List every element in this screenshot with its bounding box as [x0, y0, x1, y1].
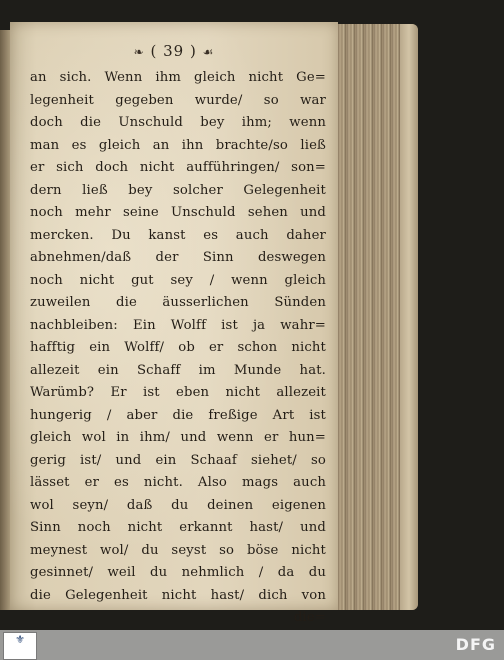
library-emblem-icon: ⚜ [15, 633, 25, 646]
text-line: noch mehr seine Unschuld sehen und [30, 205, 326, 220]
text-line: meynest wol/ du seyst so böse nicht [30, 542, 326, 558]
text-line: hafftig ein Wolff/ ob er schon nicht [30, 340, 326, 355]
book-page [10, 22, 338, 625]
text-line: allezeit ein Schaff im Munde hat. [30, 362, 326, 378]
text-line: gerig ist/ und ein Schaaf siehet/ so [30, 452, 326, 468]
ornament-right-icon: ☙ [202, 45, 215, 59]
text-line: gesinnet/ weil du nehmlich / da du [30, 565, 326, 580]
ornament-left-icon: ❧ [133, 45, 145, 59]
text-line: Warümb? Er ist eben nicht allezeit [30, 385, 326, 400]
text-line: die Gelegenheit nicht hast/ dich von [30, 587, 326, 603]
text-line: abnehmen/daß der Sinn deswegen [30, 250, 326, 265]
text-line: hungerig / aber die freßige Art ist [30, 407, 326, 423]
library-logo-icon[interactable] [3, 632, 37, 660]
text-line: wol seyn/ daß du deinen eigenen [30, 497, 326, 513]
book-page-edges [338, 24, 418, 610]
page-header [10, 42, 338, 60]
text-line: dern ließ bey solcher Gelegenheit [30, 182, 326, 198]
viewer-footer-bar [0, 630, 504, 660]
text-line: an sich. Wenn ihm gleich nicht Ge= [30, 70, 326, 85]
dfg-logo[interactable]: DFG [455, 635, 496, 654]
text-line: nachbleiben: Ein Wolff ist ja wahr= [30, 317, 326, 333]
text-line: man es gleich an ihn brachte/so ließ [30, 137, 326, 153]
page-text [30, 67, 326, 630]
text-line: doch die Unschuld bey ihm; wenn [30, 115, 326, 130]
text-line: legenheit gegeben wurde/ so war [30, 92, 326, 108]
text-line: gleich wol in ihm/ und wenn er hun= [30, 430, 326, 445]
catchword: die= [293, 610, 326, 625]
text-line: mercken. Du kanst es auch daher [30, 227, 326, 243]
text-line: lässet er es nicht. Also mags auch [30, 475, 326, 490]
text-line: Sinn noch nicht erkannt hast/ und [30, 520, 326, 535]
text-line: zuweilen die äusserlichen Sünden [30, 295, 326, 310]
text-line: noch nicht gut sey / wenn gleich [30, 272, 326, 288]
facing-page-edge [0, 30, 10, 610]
page-number: ( 39 ) [150, 42, 197, 60]
text-line: er sich doch nicht aufführingen/ son= [30, 160, 326, 175]
